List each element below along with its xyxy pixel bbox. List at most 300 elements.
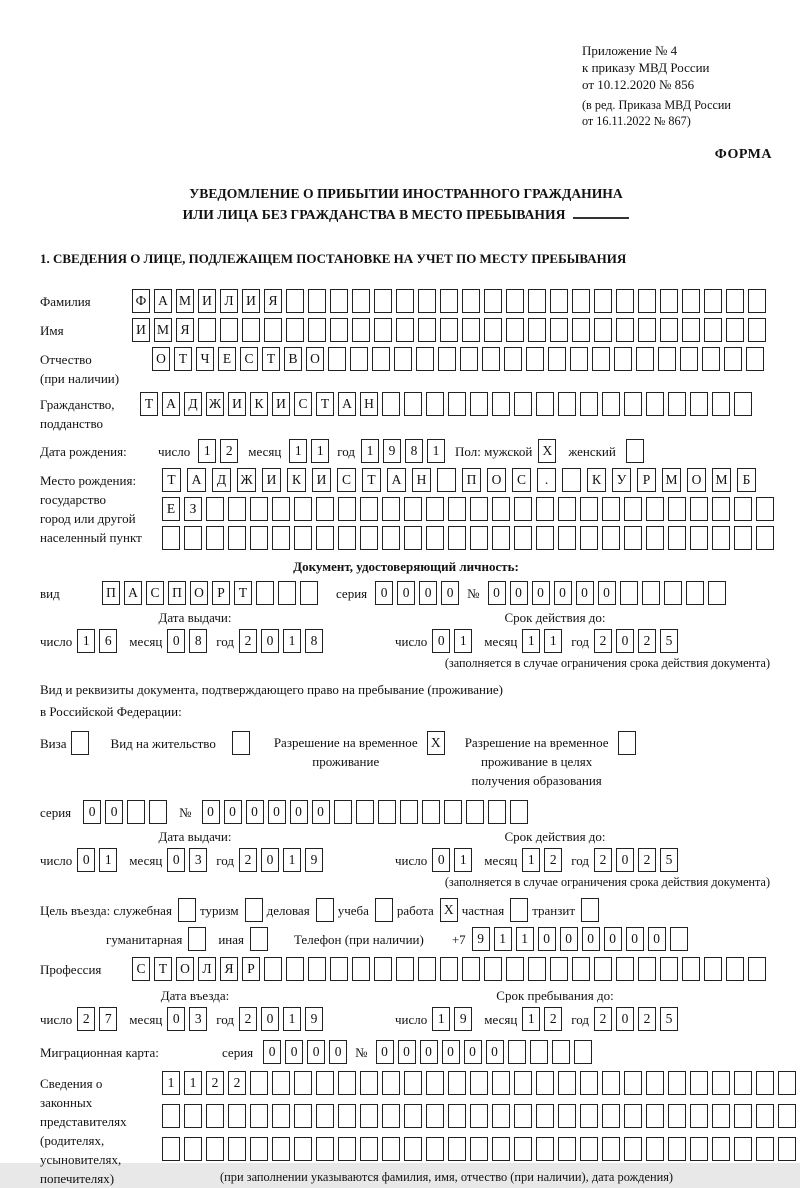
char-cell[interactable]: 2 <box>594 1007 612 1031</box>
char-cell[interactable]: С <box>132 957 150 981</box>
purpose-transit-checkbox[interactable] <box>581 898 603 922</box>
char-cell[interactable] <box>492 526 510 550</box>
char-cell[interactable] <box>382 1071 400 1095</box>
char-cell[interactable]: К <box>250 392 268 416</box>
char-cell[interactable]: Б <box>737 468 756 492</box>
char-cell[interactable] <box>580 1071 598 1095</box>
char-cell[interactable]: Л <box>220 289 238 313</box>
stay-year-input[interactable] <box>594 1007 682 1031</box>
char-cell[interactable] <box>536 1104 554 1128</box>
char-cell[interactable]: С <box>337 468 356 492</box>
char-cell[interactable] <box>506 289 524 313</box>
char-cell[interactable]: П <box>102 581 120 605</box>
char-cell[interactable]: 0 <box>329 1040 347 1064</box>
char-cell[interactable] <box>316 898 334 922</box>
char-cell[interactable]: 1 <box>77 629 95 653</box>
char-cell[interactable]: Е <box>162 497 180 521</box>
char-cell[interactable]: Т <box>174 347 192 371</box>
char-cell[interactable] <box>466 800 484 824</box>
char-cell[interactable] <box>602 1104 620 1128</box>
char-cell[interactable] <box>668 1137 686 1161</box>
char-cell[interactable] <box>228 526 246 550</box>
char-cell[interactable] <box>352 957 370 981</box>
char-cell[interactable]: 0 <box>261 848 279 872</box>
char-cell[interactable]: 0 <box>576 581 594 605</box>
char-cell[interactable] <box>330 318 348 342</box>
char-cell[interactable]: Т <box>316 392 334 416</box>
char-cell[interactable] <box>375 898 393 922</box>
char-cell[interactable]: X <box>538 439 556 463</box>
char-cell[interactable] <box>250 526 268 550</box>
char-cell[interactable] <box>514 526 532 550</box>
char-cell[interactable] <box>686 581 704 605</box>
birth-day-input[interactable] <box>198 439 242 463</box>
gender-female-checkbox[interactable] <box>626 439 648 463</box>
char-cell[interactable] <box>352 318 370 342</box>
char-cell[interactable] <box>510 800 528 824</box>
char-cell[interactable] <box>682 289 700 313</box>
char-cell[interactable] <box>462 318 480 342</box>
char-cell[interactable] <box>492 1071 510 1095</box>
char-cell[interactable]: 9 <box>454 1007 472 1031</box>
entry-day-input[interactable] <box>77 1007 121 1031</box>
char-cell[interactable] <box>756 1137 774 1161</box>
char-cell[interactable] <box>328 347 346 371</box>
char-cell[interactable]: Р <box>637 468 656 492</box>
char-cell[interactable]: П <box>462 468 481 492</box>
char-cell[interactable]: В <box>284 347 302 371</box>
char-cell[interactable] <box>536 1071 554 1095</box>
char-cell[interactable] <box>308 318 326 342</box>
char-cell[interactable] <box>338 1071 356 1095</box>
char-cell[interactable]: 9 <box>383 439 401 463</box>
char-cell[interactable] <box>448 526 466 550</box>
char-cell[interactable] <box>264 318 282 342</box>
char-cell[interactable]: 0 <box>560 927 578 951</box>
char-cell[interactable] <box>149 800 167 824</box>
char-cell[interactable]: 1 <box>311 439 329 463</box>
char-cell[interactable] <box>308 289 326 313</box>
char-cell[interactable] <box>616 957 634 981</box>
char-cell[interactable] <box>594 289 612 313</box>
char-cell[interactable] <box>228 1104 246 1128</box>
char-cell[interactable] <box>530 1040 548 1064</box>
char-cell[interactable] <box>690 392 708 416</box>
birthplace-input-row1[interactable] <box>162 468 778 492</box>
purpose-study-checkbox[interactable] <box>375 898 397 922</box>
char-cell[interactable] <box>316 1104 334 1128</box>
char-cell[interactable] <box>734 392 752 416</box>
char-cell[interactable] <box>506 318 524 342</box>
char-cell[interactable]: X <box>427 731 445 755</box>
char-cell[interactable] <box>680 347 698 371</box>
char-cell[interactable] <box>756 497 774 521</box>
char-cell[interactable]: И <box>132 318 150 342</box>
entry-year-input[interactable] <box>239 1007 327 1031</box>
char-cell[interactable] <box>552 1040 570 1064</box>
char-cell[interactable] <box>470 526 488 550</box>
char-cell[interactable]: А <box>187 468 206 492</box>
char-cell[interactable]: С <box>512 468 531 492</box>
char-cell[interactable] <box>492 392 510 416</box>
char-cell[interactable]: 0 <box>420 1040 438 1064</box>
char-cell[interactable]: 0 <box>263 1040 281 1064</box>
char-cell[interactable] <box>278 581 296 605</box>
char-cell[interactable]: 1 <box>522 1007 540 1031</box>
char-cell[interactable]: 0 <box>510 581 528 605</box>
patronymic-input[interactable] <box>152 347 768 371</box>
char-cell[interactable] <box>220 318 238 342</box>
doc-type-input[interactable] <box>102 581 322 605</box>
char-cell[interactable] <box>668 1104 686 1128</box>
char-cell[interactable]: 3 <box>189 848 207 872</box>
char-cell[interactable] <box>778 1104 796 1128</box>
char-cell[interactable] <box>558 392 576 416</box>
char-cell[interactable] <box>618 731 636 755</box>
char-cell[interactable] <box>264 957 282 981</box>
char-cell[interactable]: М <box>154 318 172 342</box>
char-cell[interactable] <box>272 497 290 521</box>
char-cell[interactable]: Н <box>360 392 378 416</box>
char-cell[interactable] <box>470 392 488 416</box>
char-cell[interactable]: 1 <box>283 848 301 872</box>
char-cell[interactable] <box>338 1104 356 1128</box>
char-cell[interactable] <box>636 347 654 371</box>
char-cell[interactable] <box>756 1071 774 1095</box>
char-cell[interactable] <box>580 526 598 550</box>
char-cell[interactable]: 0 <box>312 800 330 824</box>
char-cell[interactable]: З <box>184 497 202 521</box>
char-cell[interactable] <box>508 1040 526 1064</box>
doc-valid-month-input[interactable] <box>522 629 566 653</box>
char-cell[interactable] <box>470 1137 488 1161</box>
char-cell[interactable]: М <box>662 468 681 492</box>
char-cell[interactable] <box>272 1137 290 1161</box>
char-cell[interactable] <box>250 497 268 521</box>
char-cell[interactable] <box>188 927 206 951</box>
char-cell[interactable] <box>602 392 620 416</box>
char-cell[interactable]: 1 <box>162 1071 180 1095</box>
char-cell[interactable]: Л <box>198 957 216 981</box>
char-cell[interactable] <box>668 526 686 550</box>
char-cell[interactable] <box>334 800 352 824</box>
char-cell[interactable] <box>562 468 581 492</box>
char-cell[interactable]: У <box>612 468 631 492</box>
char-cell[interactable] <box>624 497 642 521</box>
doc-issue-month-input[interactable] <box>167 629 211 653</box>
char-cell[interactable] <box>748 318 766 342</box>
char-cell[interactable] <box>382 392 400 416</box>
char-cell[interactable]: 0 <box>598 581 616 605</box>
char-cell[interactable] <box>572 957 590 981</box>
char-cell[interactable] <box>581 898 599 922</box>
char-cell[interactable]: 2 <box>220 439 238 463</box>
char-cell[interactable] <box>726 318 744 342</box>
char-cell[interactable] <box>668 1071 686 1095</box>
char-cell[interactable]: 0 <box>83 800 101 824</box>
char-cell[interactable] <box>580 497 598 521</box>
char-cell[interactable]: И <box>242 289 260 313</box>
birthplace-input-row2[interactable] <box>162 497 778 521</box>
char-cell[interactable] <box>470 1071 488 1095</box>
char-cell[interactable]: 1 <box>494 927 512 951</box>
char-cell[interactable] <box>316 1071 334 1095</box>
char-cell[interactable] <box>642 581 660 605</box>
char-cell[interactable] <box>416 347 434 371</box>
char-cell[interactable] <box>184 1104 202 1128</box>
char-cell[interactable] <box>614 347 632 371</box>
char-cell[interactable] <box>528 289 546 313</box>
char-cell[interactable] <box>594 318 612 342</box>
char-cell[interactable] <box>536 392 554 416</box>
char-cell[interactable] <box>352 289 370 313</box>
doc-number-input[interactable] <box>488 581 730 605</box>
char-cell[interactable] <box>602 1071 620 1095</box>
char-cell[interactable] <box>704 318 722 342</box>
char-cell[interactable] <box>460 347 478 371</box>
char-cell[interactable] <box>682 318 700 342</box>
char-cell[interactable] <box>536 497 554 521</box>
char-cell[interactable] <box>422 800 440 824</box>
char-cell[interactable]: 0 <box>285 1040 303 1064</box>
char-cell[interactable] <box>404 1071 422 1095</box>
char-cell[interactable] <box>748 289 766 313</box>
char-cell[interactable]: 0 <box>464 1040 482 1064</box>
char-cell[interactable] <box>526 347 544 371</box>
char-cell[interactable] <box>272 1104 290 1128</box>
char-cell[interactable]: Ж <box>237 468 256 492</box>
char-cell[interactable] <box>404 497 422 521</box>
char-cell[interactable]: Ф <box>132 289 150 313</box>
char-cell[interactable] <box>426 526 444 550</box>
char-cell[interactable]: 0 <box>486 1040 504 1064</box>
char-cell[interactable] <box>250 1104 268 1128</box>
char-cell[interactable]: 2 <box>594 848 612 872</box>
legal-reps-input-row2[interactable] <box>162 1104 800 1128</box>
char-cell[interactable] <box>558 1104 576 1128</box>
char-cell[interactable] <box>660 318 678 342</box>
permit-issue-year-input[interactable] <box>239 848 327 872</box>
char-cell[interactable] <box>550 318 568 342</box>
char-cell[interactable]: 9 <box>305 1007 323 1031</box>
char-cell[interactable] <box>734 1137 752 1161</box>
char-cell[interactable] <box>704 957 722 981</box>
char-cell[interactable] <box>682 957 700 981</box>
char-cell[interactable] <box>548 347 566 371</box>
char-cell[interactable]: 2 <box>638 848 656 872</box>
char-cell[interactable] <box>756 1104 774 1128</box>
char-cell[interactable] <box>492 1137 510 1161</box>
permit-series-input[interactable] <box>83 800 171 824</box>
char-cell[interactable]: 1 <box>184 1071 202 1095</box>
char-cell[interactable] <box>404 1137 422 1161</box>
char-cell[interactable]: 0 <box>167 848 185 872</box>
char-cell[interactable] <box>404 392 422 416</box>
char-cell[interactable]: 1 <box>522 629 540 653</box>
char-cell[interactable] <box>198 318 216 342</box>
char-cell[interactable]: О <box>190 581 208 605</box>
char-cell[interactable]: С <box>146 581 164 605</box>
char-cell[interactable] <box>616 318 634 342</box>
char-cell[interactable]: Т <box>162 468 181 492</box>
char-cell[interactable] <box>308 957 326 981</box>
char-cell[interactable] <box>206 526 224 550</box>
char-cell[interactable]: 0 <box>532 581 550 605</box>
char-cell[interactable]: 0 <box>397 581 415 605</box>
char-cell[interactable]: 1 <box>544 629 562 653</box>
char-cell[interactable] <box>396 289 414 313</box>
char-cell[interactable]: 2 <box>544 1007 562 1031</box>
char-cell[interactable] <box>426 1104 444 1128</box>
birth-month-input[interactable] <box>289 439 333 463</box>
char-cell[interactable] <box>404 1104 422 1128</box>
char-cell[interactable] <box>646 497 664 521</box>
char-cell[interactable] <box>690 1104 708 1128</box>
char-cell[interactable] <box>438 347 456 371</box>
char-cell[interactable] <box>712 526 730 550</box>
char-cell[interactable]: 1 <box>432 1007 450 1031</box>
char-cell[interactable]: 0 <box>261 629 279 653</box>
char-cell[interactable] <box>506 957 524 981</box>
char-cell[interactable] <box>462 957 480 981</box>
char-cell[interactable]: И <box>228 392 246 416</box>
char-cell[interactable]: О <box>487 468 506 492</box>
char-cell[interactable] <box>484 289 502 313</box>
char-cell[interactable]: 0 <box>616 848 634 872</box>
char-cell[interactable] <box>510 898 528 922</box>
char-cell[interactable] <box>668 497 686 521</box>
residence-permit-checkbox[interactable] <box>232 731 254 755</box>
char-cell[interactable] <box>712 497 730 521</box>
char-cell[interactable] <box>374 318 392 342</box>
char-cell[interactable] <box>382 526 400 550</box>
char-cell[interactable] <box>488 800 506 824</box>
char-cell[interactable] <box>638 318 656 342</box>
char-cell[interactable] <box>286 318 304 342</box>
char-cell[interactable]: 0 <box>488 581 506 605</box>
char-cell[interactable]: 0 <box>554 581 572 605</box>
char-cell[interactable] <box>570 347 588 371</box>
char-cell[interactable]: 6 <box>99 629 117 653</box>
char-cell[interactable]: 0 <box>582 927 600 951</box>
char-cell[interactable]: 2 <box>228 1071 246 1095</box>
char-cell[interactable]: 8 <box>189 629 207 653</box>
char-cell[interactable] <box>338 1137 356 1161</box>
char-cell[interactable] <box>426 1071 444 1095</box>
char-cell[interactable] <box>550 957 568 981</box>
entry-month-input[interactable] <box>167 1007 211 1031</box>
char-cell[interactable]: О <box>176 957 194 981</box>
char-cell[interactable] <box>184 526 202 550</box>
char-cell[interactable] <box>360 1137 378 1161</box>
char-cell[interactable] <box>726 957 744 981</box>
char-cell[interactable]: А <box>154 289 172 313</box>
char-cell[interactable]: 1 <box>522 848 540 872</box>
char-cell[interactable] <box>690 1137 708 1161</box>
char-cell[interactable]: Д <box>184 392 202 416</box>
char-cell[interactable] <box>250 1137 268 1161</box>
char-cell[interactable] <box>514 1104 532 1128</box>
char-cell[interactable] <box>594 957 612 981</box>
char-cell[interactable]: М <box>712 468 731 492</box>
char-cell[interactable] <box>356 800 374 824</box>
char-cell[interactable]: 0 <box>626 927 644 951</box>
char-cell[interactable] <box>360 1071 378 1095</box>
char-cell[interactable] <box>400 800 418 824</box>
char-cell[interactable] <box>440 318 458 342</box>
char-cell[interactable]: 8 <box>405 439 423 463</box>
char-cell[interactable]: 0 <box>224 800 242 824</box>
permit-valid-year-input[interactable] <box>594 848 682 872</box>
char-cell[interactable] <box>374 289 392 313</box>
char-cell[interactable] <box>572 318 590 342</box>
birthplace-input-row3[interactable] <box>162 526 778 550</box>
char-cell[interactable] <box>514 497 532 521</box>
char-cell[interactable] <box>712 392 730 416</box>
char-cell[interactable] <box>550 289 568 313</box>
citizenship-input[interactable] <box>140 392 756 416</box>
char-cell[interactable] <box>558 1071 576 1095</box>
char-cell[interactable] <box>206 497 224 521</box>
char-cell[interactable]: П <box>168 581 186 605</box>
char-cell[interactable] <box>162 1104 180 1128</box>
char-cell[interactable]: 0 <box>290 800 308 824</box>
char-cell[interactable]: 2 <box>638 1007 656 1031</box>
char-cell[interactable] <box>580 1137 598 1161</box>
stay-month-input[interactable] <box>522 1007 566 1031</box>
mig-series-input[interactable] <box>263 1040 351 1064</box>
char-cell[interactable] <box>272 526 290 550</box>
char-cell[interactable] <box>778 1137 796 1161</box>
char-cell[interactable] <box>286 289 304 313</box>
char-cell[interactable] <box>572 289 590 313</box>
char-cell[interactable] <box>492 1104 510 1128</box>
char-cell[interactable] <box>448 1137 466 1161</box>
char-cell[interactable] <box>668 392 686 416</box>
char-cell[interactable] <box>448 497 466 521</box>
char-cell[interactable] <box>638 289 656 313</box>
char-cell[interactable]: К <box>587 468 606 492</box>
char-cell[interactable]: О <box>152 347 170 371</box>
permit-issue-day-input[interactable] <box>77 848 121 872</box>
char-cell[interactable]: 1 <box>454 629 472 653</box>
char-cell[interactable] <box>712 1137 730 1161</box>
char-cell[interactable] <box>528 318 546 342</box>
char-cell[interactable]: Ч <box>196 347 214 371</box>
char-cell[interactable]: 0 <box>167 629 185 653</box>
char-cell[interactable]: О <box>306 347 324 371</box>
char-cell[interactable] <box>360 497 378 521</box>
char-cell[interactable]: 2 <box>638 629 656 653</box>
char-cell[interactable]: 1 <box>516 927 534 951</box>
char-cell[interactable] <box>558 1137 576 1161</box>
char-cell[interactable] <box>664 581 682 605</box>
char-cell[interactable]: 7 <box>99 1007 117 1031</box>
char-cell[interactable] <box>462 289 480 313</box>
char-cell[interactable] <box>374 957 392 981</box>
permit-valid-month-input[interactable] <box>522 848 566 872</box>
char-cell[interactable] <box>646 1071 664 1095</box>
char-cell[interactable] <box>778 1071 796 1095</box>
char-cell[interactable]: 0 <box>419 581 437 605</box>
char-cell[interactable] <box>602 1137 620 1161</box>
char-cell[interactable]: 0 <box>616 1007 634 1031</box>
char-cell[interactable]: 0 <box>432 848 450 872</box>
char-cell[interactable]: А <box>162 392 180 416</box>
char-cell[interactable] <box>206 1137 224 1161</box>
char-cell[interactable] <box>448 1071 466 1095</box>
char-cell[interactable]: А <box>387 468 406 492</box>
